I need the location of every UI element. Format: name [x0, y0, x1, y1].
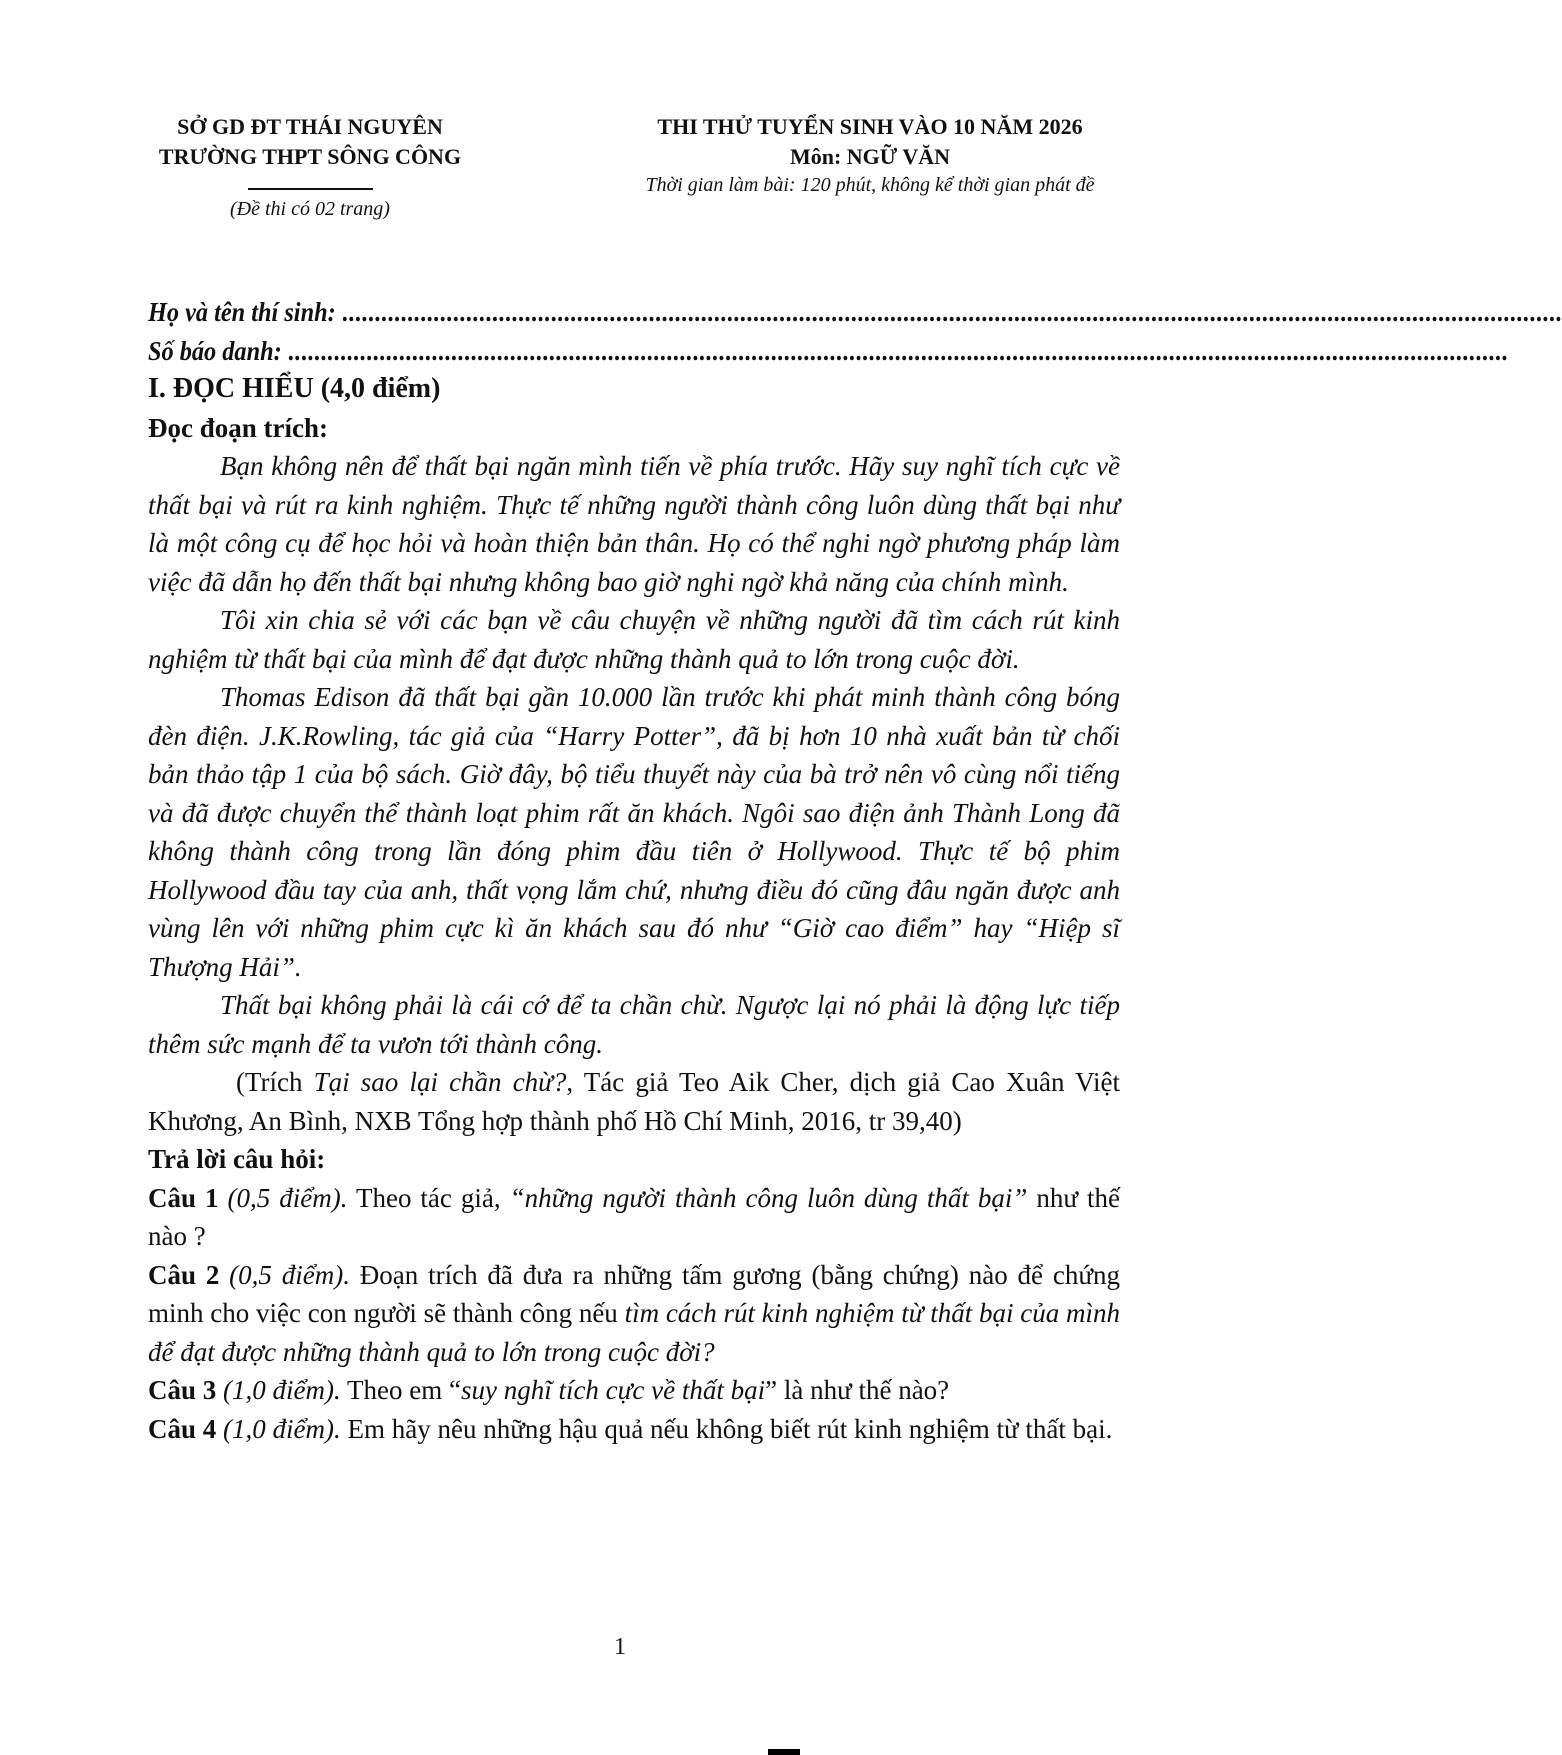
question-text: Theo tác giả,	[347, 1182, 510, 1213]
question-label: Câu 4	[148, 1413, 217, 1444]
citation-book-title: Tại sao lại chần chừ?	[313, 1067, 567, 1097]
excerpt-citation	[148, 1063, 1120, 1140]
candidate-id-dots: ...........................................................................................................................................................................................	[287, 335, 1508, 366]
question-text: Em hãy nêu những hậu quả nếu không biết rút kinh nghiệm từ thất bại.	[340, 1413, 1113, 1444]
question-item	[148, 1256, 1120, 1372]
question-text-end: ” là như thế nào?	[765, 1375, 950, 1405]
citation-suffix: , Tác giả Teo Aik Cher, dịch giả Cao Xuân Việt Khương, An Bình, NXB Tổng hợp thành phố Hồ Chí Minh, 2016, tr 39,40)	[148, 1067, 1121, 1136]
header-left	[140, 112, 480, 222]
question-points: (1,0 điểm).	[216, 1413, 341, 1444]
header-right	[600, 112, 1140, 198]
question-quote: tìm cách rút kinh nghiệm từ thất bại của mình để đạt được những thành quả to lớn trong cuộc đời?	[148, 1298, 1120, 1367]
excerpt-paragraph: Thất bại không phải là cái cớ để ta chần chừ. Ngược lại nó phải là động lực tiếp thêm sức mạnh để ta vươn tới thành công.	[148, 990, 1120, 1059]
question-item	[148, 1371, 1120, 1410]
candidate-name-dots: ...........................................................................................................................................................................................	[341, 297, 1562, 327]
question-points: (0,5 điểm).	[218, 1182, 348, 1213]
page-edge-mark	[768, 1749, 800, 1755]
candidate-id-field	[148, 332, 1508, 371]
excerpt-paragraph: Bạn không nên để thất bại ngăn mình tiến về phía trước. Hãy suy nghĩ tích cực về thất bại và rút ra kinh nghiệm. Thực tế những người thành công luôn dùng thất bại như là một công cụ để học hỏi và hoàn thiện bản thân. Họ có thể nghi ngờ phương pháp làm việc đã dẫn họ đến thất bại nhưng không bao giờ nghi ngờ khả năng của chính mình.	[148, 451, 1120, 597]
question-text: Đoạn trích đã đưa ra những tấm gương (bằng chứng) nào để chứng minh cho việc con người sẽ thành công nếu	[148, 1259, 1120, 1328]
document-body	[148, 293, 1562, 1448]
question-text-end: như thế nào ?	[148, 1182, 1121, 1251]
excerpt-paragraph: Thomas Edison đã thất bại gần 10.000 lần trước khi phát minh thành công bóng đèn điện. J.K.Rowling, tác giả của “Harry Potter”, đã bị hơn 10 nhà xuất bản từ chối bản thảo tập 1 của bộ sách. Giờ đây, bộ tiểu thuyết này của bà trở nên vô cùng nổi tiếng và đã được chuyển thể thành loạt phim rất ăn khách. Ngôi sao điện ảnh Thành Long đã không thành công trong lần đóng phim đầu tiên ở Hollywood. Thực tế bộ phim Hollywood đầu tay của anh, thất vọng lắm chứ, nhưng điều đó cũng đâu ngăn được anh vùng lên với những phim cực kì ăn khách sau đó như “Giờ cao điểm” hay “Hiệp sĩ Thượng Hải”.	[148, 682, 1120, 982]
exam-subject: Môn: NGỮ VĂN	[789, 144, 951, 169]
question-item	[148, 1179, 1120, 1256]
department-name: SỞ GD ĐT THÁI NGUYÊN	[177, 114, 443, 139]
candidate-id-label: Số báo danh:	[148, 335, 282, 366]
school-name: TRƯỜNG THPT SÔNG CÔNG	[158, 144, 462, 169]
candidate-name-label: Họ và tên thí sinh:	[148, 297, 336, 327]
question-text: Theo em “	[340, 1375, 461, 1405]
question-points: (0,5 điểm).	[219, 1259, 350, 1290]
question-points: (1,0 điểm).	[216, 1375, 341, 1405]
question-quote: suy nghĩ tích cực về thất bại	[460, 1375, 766, 1405]
citation-prefix: (Trích	[236, 1067, 314, 1097]
read-excerpt-label: Đọc đoạn trích:	[148, 412, 328, 443]
candidate-name-field	[148, 293, 1562, 332]
question-label: Câu 2	[148, 1259, 220, 1290]
question-item	[148, 1410, 1120, 1449]
section-title: I. ĐỌC HIỂU (4,0 điểm)	[148, 373, 441, 404]
excerpt-paragraph: Tôi xin chia sẻ với các bạn về câu chuyện về những người đã tìm cách rút kinh nghiệm từ thất bại của mình để đạt được những thành quả to lớn trong cuộc đời.	[148, 605, 1120, 674]
header-divider	[248, 188, 373, 190]
question-label: Câu 1	[148, 1182, 219, 1213]
question-label: Câu 3	[148, 1375, 217, 1405]
pages-note: (Đề thi có 02 trang)	[230, 197, 390, 220]
question-quote: “những người thành công luôn dùng thất bại”	[509, 1182, 1028, 1213]
exam-time-note: Thời gian làm bài: 120 phút, không kể thời gian phát đề	[645, 174, 1095, 196]
answer-questions-label: Trả lời câu hỏi:	[148, 1144, 326, 1174]
page-number: 1	[614, 1634, 626, 1660]
exam-title: THI THỬ TUYỂN SINH VÀO 10 NĂM 2026	[657, 114, 1083, 139]
